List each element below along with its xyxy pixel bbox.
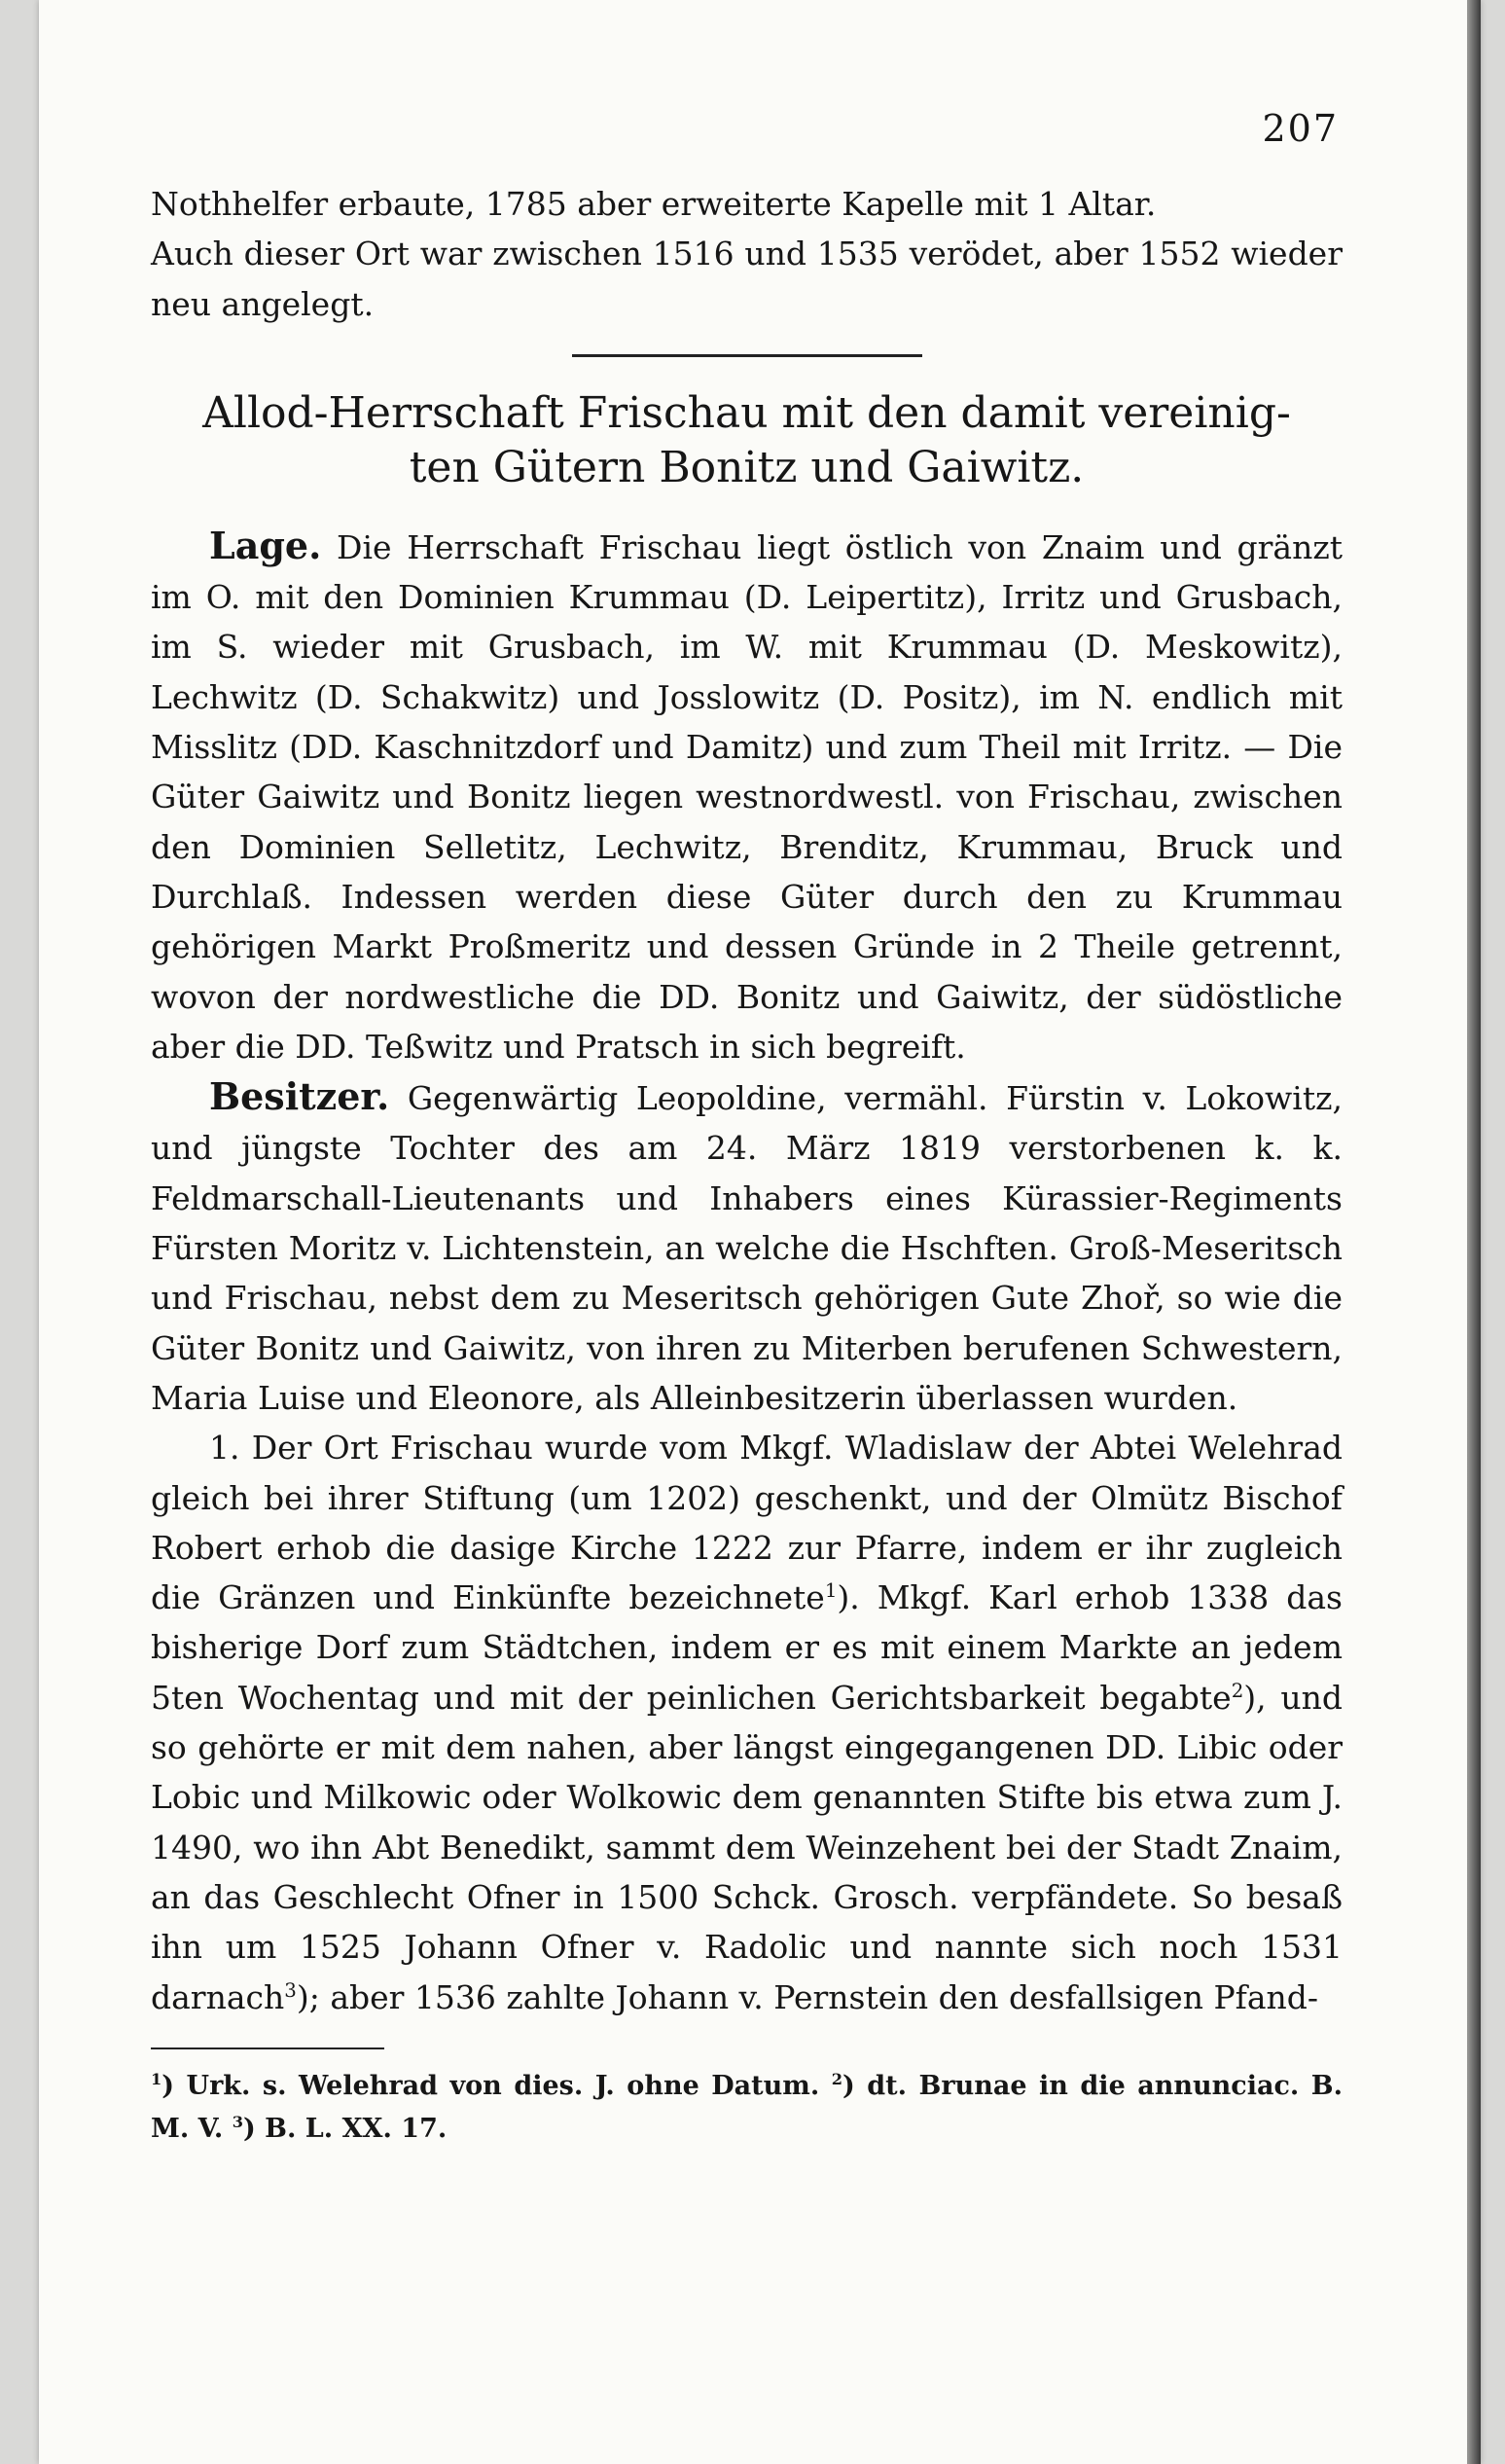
lage-text: Die Herrschaft Frischau liegt östlich von Znaim und gränzt im O. mit den Dominien Krummau (D. Leipertitz), Irritz und Grusbach, im S. wieder mit Grusbach, im W. mit Krummau (D. Meskowitz), Lechwitz (D. Schakwitz) und Josslowitz (D. Positz), im N. endlich mit Misslitz (DD. Kaschnitzdorf und Damitz) und zum Theil mit Irritz. — Die Güter Gaiwitz und Bonitz liegen westnordwestl. von Frischau, zwischen den Dominien Selletitz, Lechwitz, Brenditz, Krummau, Bruck und Durchlaß. Indessen werden diese Güter durch den zu Krummau gehörigen Markt Proßmeritz und dessen Gründe in 2 Theile getrennt, wovon der nordwestliche die DD. Bonitz und Gaiwitz, der südöstliche aber die DD. Teßwitz und Pratsch in sich begreift. — [151, 527, 1343, 1066]
page-content — [151, 107, 1343, 2151]
footnote-rule — [151, 2047, 384, 2049]
paragraph-section-1 — [151, 1423, 1343, 2022]
besitzer-lead: Besitzer. — [209, 1074, 390, 1119]
footnote-block — [151, 2065, 1343, 2151]
book-page — [39, 0, 1481, 2464]
heading-line-2: ten Gütern Bonitz und Gaiwitz. — [409, 442, 1085, 492]
footnote-ref-2: 2 — [1231, 1679, 1244, 1702]
page-edge-shadow — [1467, 0, 1481, 2464]
intro-line-1: Nothhelfer erbaute, 1785 aber erweiterte Kapelle mit 1 Altar. — [151, 185, 1157, 223]
footnotes — [151, 2065, 1343, 2151]
footnote-mark-2: 2 — [831, 2069, 843, 2088]
section1-text-a: 1. Der Ort Frischau wurde vom Mkgf. Wladislaw der Abtei Welehrad gleich bei ihrer Stiftung (um 1202) geschenkt, und der Olmütz Bischof Robert erhob die dasige Kirche 1222 zur Pfarre, indem er ihr zugleich die Gränzen und Einkünfte bezeichnete — [151, 1429, 1343, 1617]
section-heading — [151, 386, 1343, 495]
page-number: 207 — [1262, 107, 1339, 150]
footnote-text-2: ) dt. Brunae in die annunciac. B. M. V. — [151, 2070, 1344, 2144]
footnote-mark-1: 1 — [151, 2069, 162, 2088]
section1-text-c: ), und so gehörte er mit dem nahen, aber längst eingegangenen DD. Libic oder Lobic und Milkowic oder Wolkowic dem genannten Stifte bis etwa zum J. 1490, wo ihn Abt Benedikt, sammt dem Weinzehent bei der Stadt Znaim, an das Geschlecht Ofner in 1500 Schck. Grosch. verpfändete. So besaß ihn um 1525 Johann Ofner v. Radolic und nannte sich noch 1531 darnach — [151, 1678, 1343, 2016]
section1-text-b: ). Mkgf. Karl erhob 1338 das bisherige Dorf zum Städtchen, indem er es mit einem Markte an jedem 5ten Wochentag und mit der peinlichen Gerichtsbarkeit begabte — [151, 1578, 1343, 1717]
paragraph-lage — [151, 521, 1343, 1071]
footnote-text-1: ) Urk. s. Welehrad von dies. J. ohne Datum. — [161, 2070, 820, 2101]
footnote-ref-1: 1 — [824, 1579, 838, 1603]
footnote-text-3: ) B. L. XX. 17. — [243, 2113, 448, 2144]
footnote-mark-3: 3 — [232, 2112, 243, 2131]
section1-text-d: ); aber 1536 zahlte Johann v. Pernstein den desfallsigen Pfand- — [296, 1977, 1319, 2016]
footnote-ref-3: 3 — [284, 1978, 297, 2002]
besitzer-text: Gegenwärtig Leopoldine, vermähl. Fürstin v. Lokowitz, und jüngste Tochter des am 24. März 1819 verstorbenen k. k. Feldmarschall-Lieutenants und Inhabers eines Kürassier-Regiments Fürsten Moritz v. Lichtenstein, an welche die Hschften. Groß-Meseritsch und Frischau, nebst dem zu Meseritsch gehörigen Gute Zhoř, so wie die Güter Bonitz und Gaiwitz, von ihren zu Miterben berufenen Schwestern, Maria Luise und Eleonore, als Alleinbesitzerin überlassen wurden. — [151, 1079, 1343, 1417]
lage-lead: Lage. — [209, 523, 322, 567]
paragraph-besitzer — [151, 1071, 1343, 1423]
heading-line-1: Allod-Herrschaft Frischau mit den damit vereinig- — [202, 387, 1291, 438]
intro-line-2: Auch dieser Ort war zwischen 1516 und 1535 verödet, aber 1552 wieder neu angelegt. — [151, 235, 1343, 323]
section-divider — [572, 354, 922, 357]
